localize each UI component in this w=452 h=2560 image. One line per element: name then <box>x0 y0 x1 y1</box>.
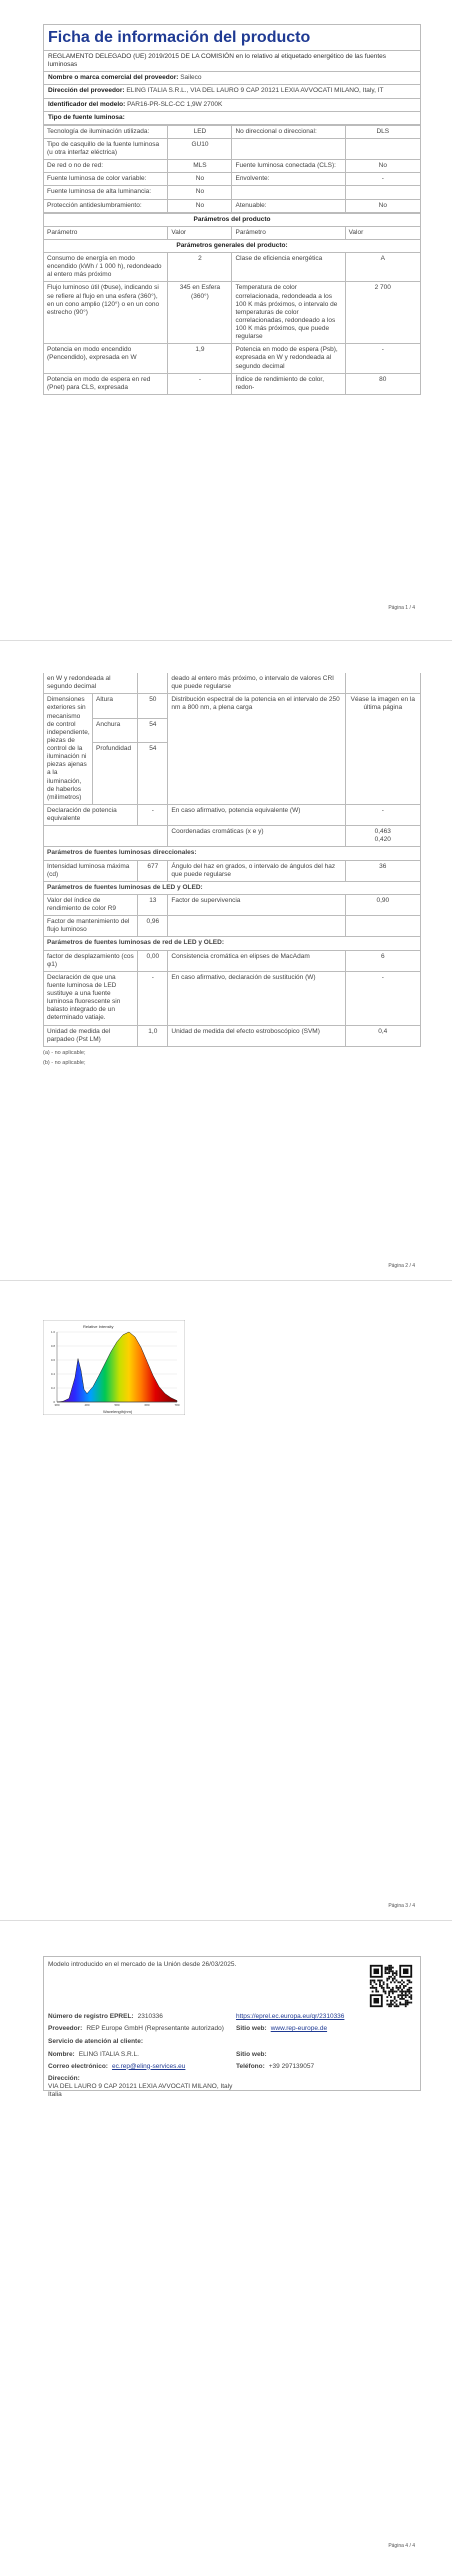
type-row <box>44 138 421 159</box>
type-value <box>345 138 420 159</box>
type-label: De red o no de red: <box>44 160 168 173</box>
dir-params-title: Parámetros de fuentes luminosas direccionales: <box>44 847 421 860</box>
equiv-right-label: En caso afirmativo, potencia equivalente (W) <box>168 804 345 825</box>
dir-label: Intensidad luminosa máxima (cd) <box>44 860 138 881</box>
address-value: VIA DEL LAURO 9 CAP 20121 LEXIA AVVOCATI MILANO, Italy Italia <box>48 2082 233 2098</box>
mains-label: En caso afirmativo, declaración de sustitución (W) <box>168 971 345 1025</box>
type-row <box>44 160 421 173</box>
cont-left: en W y redondeada al segundo decimal <box>44 673 138 694</box>
page-4 <box>0 1921 452 2560</box>
dim-name: Profundidad <box>93 742 138 804</box>
type-value: LED <box>168 125 232 138</box>
cont-left-val <box>138 673 168 694</box>
cont-right-val <box>345 673 420 694</box>
email-link[interactable]: ec.rep@eling-services.eu <box>111 2062 186 2070</box>
website-link[interactable]: www.rep-europe.de <box>270 2025 328 2033</box>
type-label: Fuente luminosa de color variable: <box>44 173 168 186</box>
y-tick-label: 0.4 <box>50 1372 55 1377</box>
param-label: Potencia en modo de espera en red (Pnet) para CLS, expresada <box>44 373 168 394</box>
y-tick-label: 0.8 <box>50 1344 55 1349</box>
eprel-link[interactable]: https://eprel.ec.europa.eu/qr/2310336 <box>236 2013 345 2021</box>
param-value: - <box>345 344 420 373</box>
type-label: Tecnología de iluminación utilizada: <box>44 125 168 138</box>
type-value: MLS <box>168 160 232 173</box>
mains-params-title: Parámetros de fuentes luminosas de red de LED y OLED: <box>44 937 421 950</box>
page-2 <box>0 641 452 1280</box>
chroma-value: 0,463 0,420 <box>345 826 420 847</box>
eprel-value: 2310336 <box>137 2013 163 2021</box>
x-tick-label: 480 <box>84 1403 90 1407</box>
spd-label: Distribución espectral de la potencia en el intervalo de 250 nm a 800 nm, a plena carga <box>168 694 345 805</box>
spectral-chart-svg <box>43 1320 185 1415</box>
type-row <box>44 186 421 199</box>
equiv-value: - <box>138 804 168 825</box>
type-label: Fuente luminosa de alta luminancia: <box>44 186 168 199</box>
dim-name: Anchura <box>93 718 138 742</box>
x-tick-label: 780 <box>174 1403 180 1407</box>
type-row <box>44 199 421 212</box>
supplier-box <box>43 50 421 125</box>
x-tick-label: 580 <box>114 1403 120 1407</box>
page-title: Ficha de información del producto <box>43 24 421 50</box>
param-row <box>44 253 421 282</box>
site2-label: Sitio web: <box>236 2050 267 2058</box>
trademark-row: Nombre o marca comercial del proveedor: Saileco <box>44 71 420 84</box>
type-label: Protección antideslumbramiento: <box>44 199 168 212</box>
type-label: Atenuable: <box>232 199 345 212</box>
led-label: Factor de supervivencia <box>168 894 345 915</box>
model-row: Identificador del modelo: PAR16-PR-SLC-CC 1,9W 2700K <box>44 98 420 111</box>
type-value: No <box>168 173 232 186</box>
page-1 <box>0 0 452 640</box>
led-label: Valor del índice de rendimiento de color R9 <box>44 894 138 915</box>
param-label: Flujo luminoso útil (Φuse), indicando si se refiere al flujo en una esfera (360°), en un cono amplio (120°) o en un cono estrecho (90°) <box>44 282 168 344</box>
type-label <box>232 138 345 159</box>
page-number: Página 2 / 4 <box>388 1263 415 1269</box>
market-date: Modelo introducido en el mercado de la Unión desde 26/03/2025. <box>48 1961 237 1968</box>
chroma-label: Coordenadas cromáticas (x e y) <box>168 826 345 847</box>
eprel-label: Número de registro EPREL: <box>48 2013 134 2021</box>
param-value: A <box>345 253 420 282</box>
spectral-chart <box>43 1320 185 1415</box>
mains-label: Declaración de que una fuente luminosa de LED sustituye a una fuente luminosa fluorescente sin balasto integrado de un determinado vatiaje. <box>44 971 138 1025</box>
mains-value: - <box>345 971 420 1025</box>
name-value: ELING ITALIA S.R.L. <box>78 2050 139 2058</box>
mains-value: 0,00 <box>138 950 168 971</box>
type-label: Tipo de casquillo de la fuente luminosa (u otra interfaz eléctrica) <box>44 138 168 159</box>
regulation-text: REGLAMENTO DELEGADO (UE) 2019/2015 DE LA COMISIÓN en lo relativo al etiquetado energético de las fuentes luminosas <box>48 53 387 69</box>
param-row <box>44 344 421 373</box>
mains-label: Unidad de medida del efecto estroboscópico (SVM) <box>168 1025 345 1046</box>
service-title: Servicio de atención al cliente: <box>48 2038 144 2046</box>
mains-value: 1,0 <box>138 1025 168 1046</box>
dim-name: Altura <box>93 694 138 718</box>
type-value: No <box>345 199 420 212</box>
website-label: Sitio web: <box>236 2025 267 2033</box>
beam-value: 36 <box>345 860 420 881</box>
params-title: Parámetros del producto <box>44 213 421 226</box>
y-tick-label: 1.0 <box>50 1330 55 1335</box>
param-value: 80 <box>345 373 420 394</box>
page-number: Página 1 / 4 <box>388 605 415 611</box>
param-value: 1,9 <box>168 344 232 373</box>
param-value: 345 en Esfera (360°) <box>168 282 232 344</box>
phone-label: Teléfono: <box>236 2062 265 2070</box>
product-sheet-p2 <box>43 673 421 1067</box>
dim-value: 54 <box>138 718 168 742</box>
y-tick-label: 0.2 <box>50 1386 55 1391</box>
type-table <box>43 125 421 213</box>
product-sheet-p1 <box>43 24 421 395</box>
led-value: 13 <box>138 894 168 915</box>
type-value <box>345 186 420 199</box>
x-tick-label: 380 <box>54 1403 60 1407</box>
col-param-1: Parámetro <box>44 226 168 239</box>
type-label: No direccional o direccional: <box>232 125 345 138</box>
dim-value: 50 <box>138 694 168 718</box>
email-label: Correo electrónico: <box>48 2062 108 2070</box>
param-label: Índice de rendimiento de color, redon- <box>232 373 345 394</box>
type-value: No <box>168 199 232 212</box>
param-label: Potencia en modo encendido (Pencendido), expresada en W <box>44 344 168 373</box>
supplier-address-row: Dirección del proveedor: ELING ITALIA S.R.L., VIA DEL LAURO 9 CAP 20121 LEXIA AVVOCATI MILANO, Italy, IT <box>44 84 420 97</box>
dir-value: 677 <box>138 860 168 881</box>
param-value: 2 <box>168 253 232 282</box>
type-label: Envolvente: <box>232 173 345 186</box>
provider-value: REP Europe GmbH (Representante autorizado) <box>86 2025 224 2033</box>
info-box <box>43 1956 421 2098</box>
param-label: Clase de eficiencia energética <box>232 253 345 282</box>
mains-label: Consistencia cromática en elipses de MacAdam <box>168 950 345 971</box>
mains-value: 0,4 <box>345 1025 420 1046</box>
led-label <box>168 916 345 937</box>
dims-label: Dimensiones exteriores sin mecanismo de control independiente, piezas de control de la iluminación ni piezas ajenas a la iluminación, de haberlos (milímetros) <box>44 694 93 805</box>
param-label: Temperatura de color correlacionada, redondeada a los 100 K más próximos, o intervalo de temperaturas de color correlacionadas, redondeado a los 100 K más próximos, que puede regularse <box>232 282 345 344</box>
page-number: Página 4 / 4 <box>388 2543 415 2549</box>
qr-code-icon[interactable] <box>368 1963 414 2009</box>
chart-xlabel: Wavelength(nm) <box>103 1409 133 1414</box>
mains-label: factor de desplazamiento (cos φ1) <box>44 950 138 971</box>
dim-value: 54 <box>138 742 168 804</box>
y-tick-label: 0.6 <box>50 1358 55 1363</box>
type-value: No <box>168 186 232 199</box>
param-value: - <box>168 373 232 394</box>
y-tick-label: 0 <box>53 1400 55 1405</box>
type-value: DLS <box>345 125 420 138</box>
params-table <box>43 213 421 395</box>
col-param-2: Parámetro <box>232 226 345 239</box>
mains-value: - <box>138 971 168 1025</box>
led-label: Factor de mantenimiento del flujo luminoso <box>44 916 138 937</box>
provider-label: Proveedor: <box>48 2025 83 2033</box>
footnote-b: (b) - no aplicable; <box>43 1059 86 1066</box>
mains-label: Unidad de medida del parpadeo (Pst LM) <box>44 1025 138 1046</box>
type-value: No <box>345 160 420 173</box>
type-label: Fuente luminosa conectada (CLS): <box>232 160 345 173</box>
phone-value: +39 297139057 <box>268 2062 315 2070</box>
name-label: Nombre: <box>48 2050 75 2058</box>
type-value: GU10 <box>168 138 232 159</box>
col-value-1: Valor <box>168 226 232 239</box>
param-value: 2 700 <box>345 282 420 344</box>
x-tick-label: 680 <box>144 1403 150 1407</box>
led-value <box>345 916 420 937</box>
beam-label: Ángulo del haz en grados, o intervalo de ángulos del haz que puede regularse <box>168 860 345 881</box>
params-table-cont <box>43 673 421 1047</box>
cont-right: deado al entero más próximo, o intervalo de valores CRI que puede regularse <box>168 673 345 694</box>
type-value: - <box>345 173 420 186</box>
footnote-a: (a) - no aplicable; <box>43 1049 86 1056</box>
col-value-2: Valor <box>345 226 420 239</box>
led-params-title: Parámetros de fuentes luminosas de LED y OLED: <box>44 881 421 894</box>
led-value: 0,96 <box>138 916 168 937</box>
type-row <box>44 125 421 138</box>
mains-value: 6 <box>345 950 420 971</box>
type-row <box>44 173 421 186</box>
type-label <box>232 186 345 199</box>
equiv-label: Declaración de potencia equivalente <box>44 804 138 825</box>
param-row <box>44 373 421 394</box>
param-label: Consumo de energía en modo encendido (kWh / 1 000 h), redondeado al entero más próximo <box>44 253 168 282</box>
led-value: 0,90 <box>345 894 420 915</box>
empty-cell <box>44 826 168 847</box>
general-params-title: Parámetros generales del producto: <box>44 239 421 252</box>
param-label: Potencia en modo de espera (Psb), expresada en W y redondeada al segundo decimal <box>232 344 345 373</box>
page-number: Página 3 / 4 <box>388 1903 415 1909</box>
equiv-right-value: - <box>345 804 420 825</box>
type-title: Tipo de fuente luminosa: <box>44 111 420 124</box>
chart-title: Relative Intensity <box>83 1324 114 1329</box>
spd-value: Véase la imagen en la última página <box>345 694 420 805</box>
address-label: Dirección: <box>48 2074 80 2082</box>
param-row <box>44 282 421 344</box>
